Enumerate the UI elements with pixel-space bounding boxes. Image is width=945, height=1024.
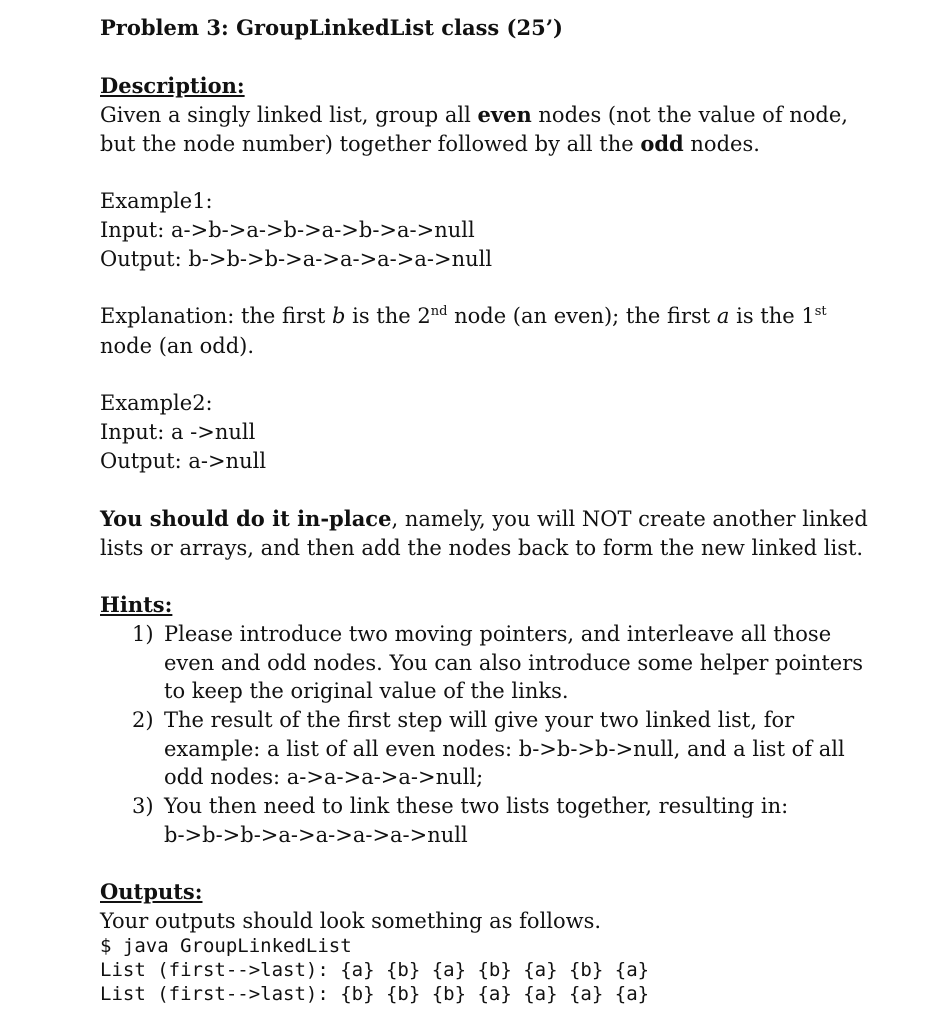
inplace-line-2: lists or arrays, and then add the nodes back to form the new linked list. bbox=[100, 536, 864, 560]
description-line-1: Given a singly linked list, group all even nodes (not the value of node, bbox=[100, 102, 848, 127]
outputs-heading: Outputs: bbox=[100, 879, 203, 904]
hint-3-line: You then need to link these two lists together, resulting in: bbox=[164, 794, 789, 818]
outputs-intro: Your outputs should look something as follows. bbox=[100, 909, 602, 933]
description-heading: Description: bbox=[100, 73, 245, 98]
example1-label: Example1: bbox=[100, 189, 213, 213]
example2-output: Output: a->null bbox=[100, 449, 267, 473]
hint-3-number: 3) bbox=[132, 794, 154, 818]
hint-2-line: The result of the first step will give your two linked list, for bbox=[164, 708, 795, 732]
hint-1-number: 1) bbox=[132, 622, 154, 646]
explanation-line-1: Explanation: the first b is the 2nd node (an even); the first a is the 1st bbox=[100, 304, 827, 328]
hint-2-line: example: a list of all even nodes: b->b->b->null, and a list of all bbox=[164, 737, 845, 761]
problem-title: Problem 3: GroupLinkedList class (25’) bbox=[100, 15, 563, 40]
inplace-line-1: You should do it in-place, namely, you will NOT create another linked bbox=[100, 506, 868, 531]
code-line: List (first-->last): {b} {b} {b} {a} {a} {a} {a} bbox=[100, 983, 650, 1005]
code-line: List (first-->last): {a} {b} {a} {b} {a} {b} {a} bbox=[100, 959, 650, 981]
hints-heading: Hints: bbox=[100, 592, 173, 617]
example2-input: Input: a ->null bbox=[100, 420, 256, 444]
hint-3-line: b->b->b->a->a->a->a->null bbox=[164, 823, 468, 847]
example1-input: Input: a->b->a->b->a->b->a->null bbox=[100, 218, 475, 242]
hint-2-line: odd nodes: a->a->a->a->null; bbox=[164, 765, 484, 789]
hint-2-number: 2) bbox=[132, 708, 154, 732]
hint-1-line: even and odd nodes. You can also introduce some helper pointers bbox=[164, 651, 864, 675]
description-line-2: but the node number) together followed by all the odd nodes. bbox=[100, 131, 760, 156]
code-line: $ java GroupLinkedList bbox=[100, 935, 352, 957]
hint-1-line: Please introduce two moving pointers, and interleave all those bbox=[164, 622, 832, 646]
explanation-line-2: node (an odd). bbox=[100, 334, 255, 358]
hint-1-line: to keep the original value of the links. bbox=[164, 679, 569, 703]
example1-output: Output: b->b->b->a->a->a->a->null bbox=[100, 247, 493, 271]
example2-label: Example2: bbox=[100, 391, 213, 415]
